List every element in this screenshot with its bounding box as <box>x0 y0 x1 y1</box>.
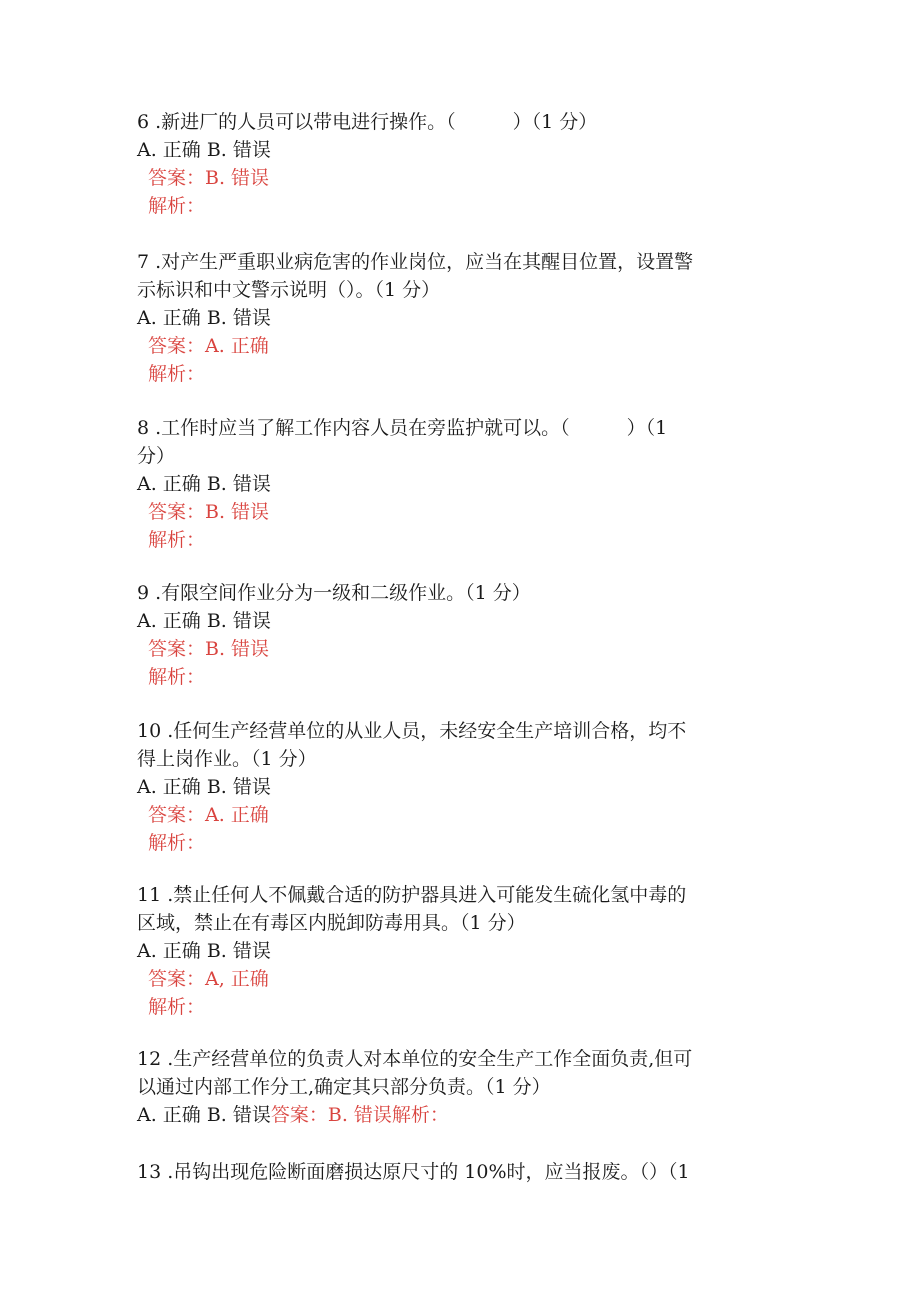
question-analysis: 解析： <box>148 195 206 217</box>
question-stem: 13 .吊钩出现危险断面磨损达原尺寸的 10%时，应当报废。（）（1 <box>137 1161 690 1183</box>
question-stem: 11 .禁止任何人不佩戴合适的防护器具进入可能发生硫化氢中毒的 <box>137 884 687 906</box>
question-stem: 8 .工作时应当了解工作内容人员在旁监护就可以。（ ）（1 <box>137 417 668 439</box>
question-13 <box>137 1158 787 1186</box>
question-answer: 答案：B. 错误 <box>148 501 270 523</box>
question-stem: 区域，禁止在有毒区内脱卸防毒用具。（1 分） <box>137 912 526 934</box>
question-analysis: 解析： <box>148 996 206 1018</box>
question-10 <box>137 717 787 857</box>
question-analysis: 解析： <box>148 529 206 551</box>
question-answer: 答案：A. 正确 <box>148 804 269 826</box>
question-analysis: 解析： <box>148 363 206 385</box>
question-11 <box>137 881 787 1021</box>
question-stem: 6 .新进厂的人员可以带电进行操作。（ ）（1 分） <box>137 111 598 133</box>
question-stem: 7 .对产生严重职业病危害的作业岗位，应当在其醒目位置，设置警 <box>137 251 694 273</box>
question-options: A. 正确 B. 错误 <box>137 307 271 329</box>
question-options: A. 正确 B. 错误 <box>137 1104 271 1126</box>
question-answer: 答案：B. 错误 <box>148 167 270 189</box>
question-12 <box>137 1045 787 1129</box>
question-stem: 分） <box>137 445 176 467</box>
question-answer-inline: 答案：B. 错误解析： <box>270 1104 449 1126</box>
question-options: A. 正确 B. 错误 <box>137 473 271 495</box>
question-analysis: 解析： <box>148 666 206 688</box>
question-options: A. 正确 B. 错误 <box>137 610 271 632</box>
question-stem: 以通过内部工作分工,确定其只部分负责。（1 分） <box>137 1076 551 1098</box>
question-answer: 答案：A, 正确 <box>148 968 269 990</box>
question-options: A. 正确 B. 错误 <box>137 139 271 161</box>
question-options: A. 正确 B. 错误 <box>137 776 271 798</box>
question-stem: 得上岗作业。（1 分） <box>137 748 317 770</box>
question-6 <box>137 108 787 220</box>
question-stem: 10 .任何生产经营单位的从业人员，未经安全生产培训合格，均不 <box>137 720 687 742</box>
question-7 <box>137 248 787 388</box>
question-analysis: 解析： <box>148 832 206 854</box>
question-answer: 答案：B. 错误 <box>148 638 270 660</box>
question-9 <box>137 579 787 691</box>
question-stem: 12 .生产经营单位的负责人对本单位的安全生产工作全面负责,但可 <box>137 1048 693 1070</box>
question-options-answer-line <box>137 1101 787 1129</box>
question-stem: 示标识和中文警示说明（）。（1 分） <box>137 279 441 301</box>
question-options: A. 正确 B. 错误 <box>137 940 271 962</box>
question-stem: 9 .有限空间作业分为一级和二级作业。（1 分） <box>137 582 531 604</box>
question-answer: 答案：A. 正确 <box>148 335 269 357</box>
question-8 <box>137 414 787 554</box>
